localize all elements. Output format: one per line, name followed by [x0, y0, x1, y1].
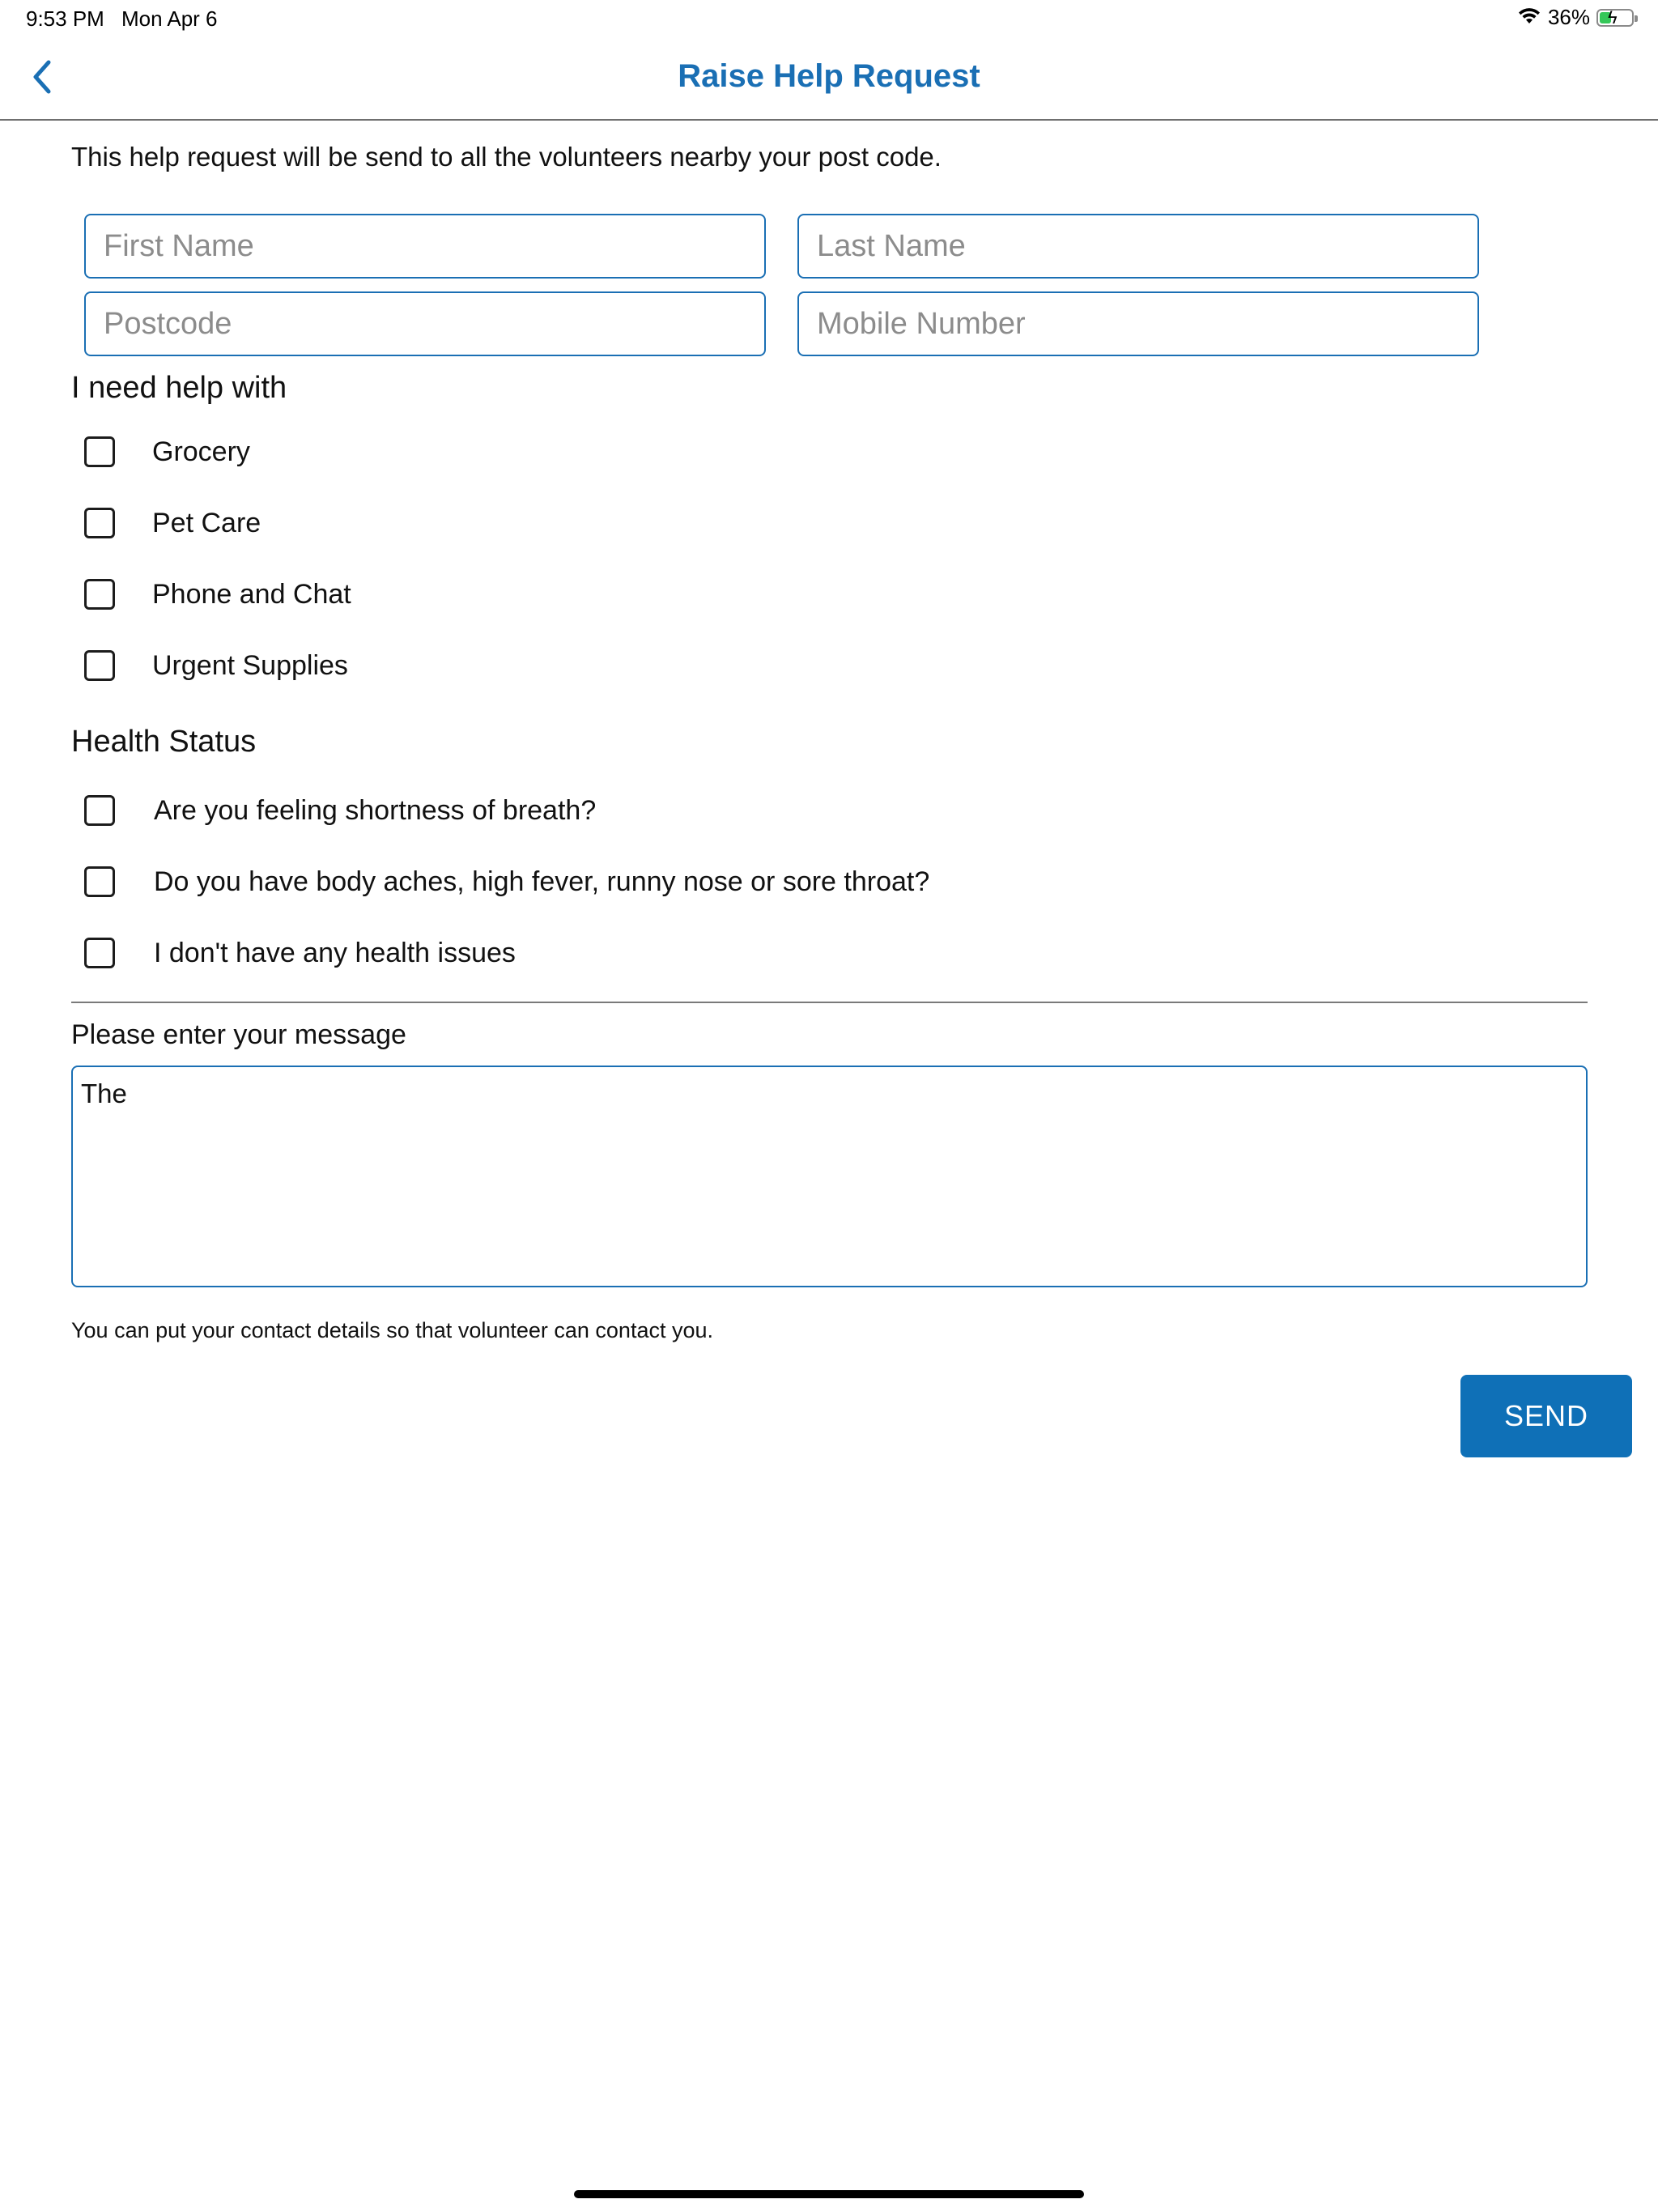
charging-bolt-icon: ϟ [1608, 6, 1618, 28]
health-option-no-issues[interactable] [84, 932, 516, 974]
check-label: Are you feeling shortness of breath? [154, 794, 597, 826]
battery-percent: 36% [1547, 5, 1590, 29]
check-label: Pet Care [152, 507, 261, 538]
intro-text: This help request will be send to all the volunteers nearby your post code. [71, 142, 942, 172]
check-label: Urgent Supplies [152, 649, 348, 681]
message-helper-text: You can put your contact details so that volunteer can contact you. [71, 1318, 714, 1342]
urgent-supplies-checkbox[interactable] [84, 650, 115, 681]
shortness-of-breath-checkbox[interactable] [84, 795, 115, 826]
last-name-input[interactable] [797, 214, 1479, 279]
help-option-pet-care[interactable] [84, 502, 261, 544]
check-label: Grocery [152, 436, 250, 467]
first-name-input[interactable] [84, 214, 766, 279]
no-health-issues-checkbox[interactable] [84, 938, 115, 968]
pet-care-checkbox[interactable] [84, 508, 115, 538]
check-label: Do you have body aches, high fever, runny nose or sore throat? [154, 866, 930, 897]
wifi-icon [1517, 5, 1541, 30]
body-aches-checkbox[interactable] [84, 866, 115, 897]
status-indicators [1517, 5, 1634, 30]
health-option-shortness-of-breath[interactable] [84, 789, 596, 832]
check-label: I don't have any health issues [154, 937, 516, 968]
help-option-grocery[interactable] [84, 431, 250, 473]
help-option-urgent-supplies[interactable] [84, 644, 348, 687]
help-option-phone-and-chat[interactable] [84, 573, 351, 615]
help-section-heading: I need help with [71, 371, 287, 405]
send-button[interactable]: SEND [1460, 1375, 1632, 1457]
check-label: Phone and Chat [152, 578, 351, 610]
status-date: Mon Apr 6 [121, 6, 218, 31]
home-indicator [574, 2190, 1084, 2198]
nav-divider [0, 119, 1658, 121]
grocery-checkbox[interactable] [84, 436, 115, 467]
page-title: Raise Help Request [678, 58, 980, 94]
message-textarea[interactable] [71, 1066, 1588, 1287]
battery-icon [1596, 6, 1634, 28]
health-section-heading: Health Status [71, 725, 257, 759]
message-label: Please enter your message [71, 1019, 406, 1050]
health-option-body-aches[interactable] [84, 861, 929, 903]
status-time: 9:53 PM [26, 6, 104, 31]
mobile-number-input[interactable] [797, 291, 1479, 356]
section-divider [71, 1002, 1588, 1003]
postcode-input[interactable] [84, 291, 766, 356]
phone-and-chat-checkbox[interactable] [84, 579, 115, 610]
